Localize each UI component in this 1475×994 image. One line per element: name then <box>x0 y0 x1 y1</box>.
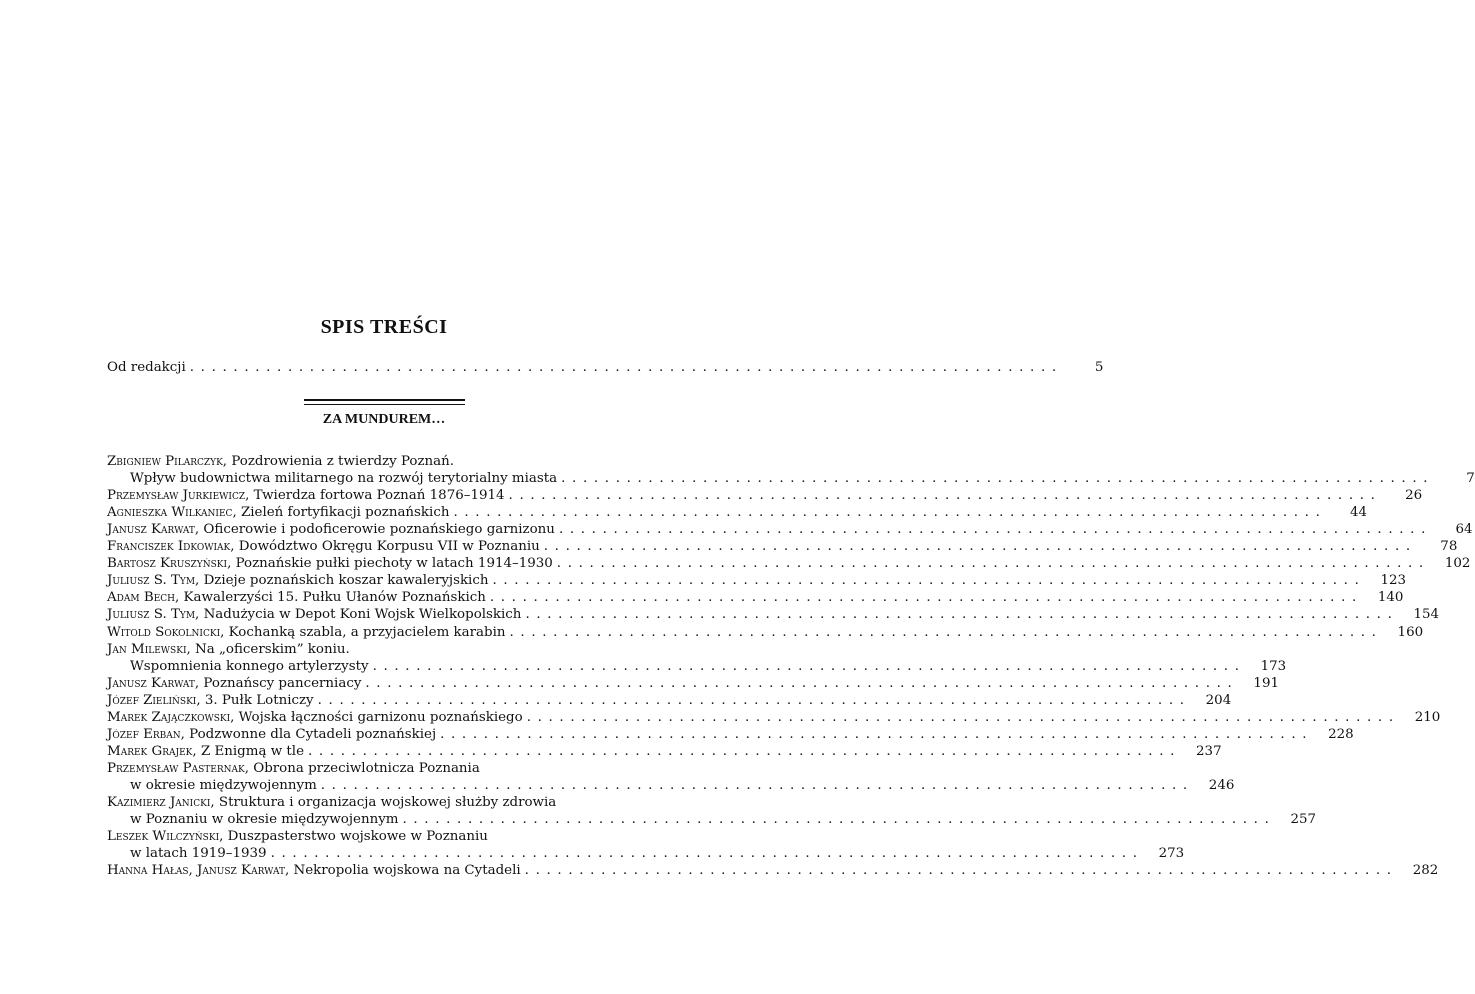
toc-entry <box>107 589 1404 606</box>
toc-entry <box>107 487 1423 504</box>
toc-author: Agnieszka Wilkaniec <box>107 505 233 521</box>
toc-entry <box>107 760 656 777</box>
dot-leader: . . . . . . . . . . . . . . . . . . . . . . . . . . . . . . . . . . . . . . . . . . . . . . . . . . . . . . . . . . . . . . . . . . . . . . . . . . . . . . . . <box>561 471 1429 487</box>
toc-entry-heading <box>107 828 488 845</box>
toc-entry-continuation <box>130 811 1317 828</box>
section-heading: ZA MUNDUREM… <box>322 412 446 427</box>
dot-leader: . . . . . . . . . . . . . . . . . . . . . . . . . . . . . . . . . . . . . . . . . . . . . . . . . . . . . . . . . . . . . . . . . . . . . . . . . . . . . . . . <box>270 846 1139 862</box>
toc-title: Oficerowie i podoficerowie poznańskiego garnizonu <box>203 522 555 538</box>
toc-author: Juliusz S. Tym <box>107 607 196 623</box>
toc-title-continued: Wspomnienia konnego artylerzysty <box>130 658 369 674</box>
toc-title: Nadużycia w Depot Koni Wojsk Wielkopolskich <box>203 607 522 623</box>
toc-title: Na „oficerskim” koniu. <box>195 641 350 657</box>
toc-author: Hanna Hałas, Janusz Karwat <box>107 863 285 879</box>
dot-leader: . . . . . . . . . . . . . . . . . . . . . . . . . . . . . . . . . . . . . . . . . . . . . . . . . . . . . . . . . . . . . . . . . . . . . . . . . . . . . . . . <box>543 539 1412 555</box>
toc-separator: , <box>227 556 236 572</box>
toc-author: Józef Erban <box>107 726 181 742</box>
toc-entry <box>107 709 1441 726</box>
toc-entry <box>107 743 1222 760</box>
toc-separator: , <box>194 675 204 691</box>
toc-title: Kochanką szabla, a przyjacielem karabin <box>228 624 506 640</box>
dot-leader: . . . . . . . . . . . . . . . . . . . . . . . . . . . . . . . . . . . . . . . . . . . . . . . . . . . . . . . . . . . . . . . . . . . . . . . . . . . . . . . . <box>453 505 1322 521</box>
toc-title-continued: w okresie międzywojennym <box>130 777 317 793</box>
toc-entry-heading <box>107 504 449 521</box>
toc-page-number: 44 <box>1350 505 1368 521</box>
toc-author: Witold Sokolnicki <box>107 624 221 640</box>
dot-leader: . . . . . . . . . . . . . . . . . . . . . . . . . . . . . . . . . . . . . . . . . . . . . . . . . . . . . . . . . . . . . . . . . . . . . . . . . . . . . . . . <box>489 590 1358 606</box>
toc-entry-heading <box>107 709 523 726</box>
toc-entry-heading <box>107 675 361 692</box>
dot-leader: . . . . . . . . . . . . . . . . . . . . . . . . . . . . . . . . . . . . . . . . . . . . . . . . . . . . . . . . . . . . . . . . . . . . . . . . . . . . . . . . <box>189 360 1058 375</box>
dot-leader: . . . . . . . . . . . . . . . . . . . . . . . . . . . . . . . . . . . . . . . . . . . . . . . . . . . . . . . . . . . . . . . . . . . . . . . . . . . . . . . . <box>320 777 1189 793</box>
toc-separator: , <box>180 726 190 742</box>
toc-entry-heading <box>107 487 505 504</box>
page-title: SPIS TREŚCI <box>320 316 448 338</box>
toc-separator: , <box>196 692 205 708</box>
toc-entry-continuation <box>130 777 1235 794</box>
dot-leader: . . . . . . . . . . . . . . . . . . . . . . . . . . . . . . . . . . . . . . . . . . . . . . . . . . . . . . . . . . . . . . . . . . . . . . . . . . . . . . . . <box>308 743 1176 759</box>
toc-author: Juliusz S. Tym <box>107 573 196 589</box>
toc-title: 3. Pułk Lotniczy <box>204 692 314 708</box>
dot-leader: . . . . . . . . . . . . . . . . . . . . . . . . . . . . . . . . . . . . . . . . . . . . . . . . . . . . . . . . . . . . . . . . . . . . . . . . . . . . . . . . <box>492 573 1361 589</box>
toc-entry-heading <box>107 624 506 641</box>
toc-page-number: 102 <box>1444 556 1471 572</box>
toc-entry-heading <box>107 453 454 470</box>
toc-title: Nekropolia wojskowa na Cytadeli <box>293 863 521 879</box>
toc-entry <box>107 828 656 845</box>
toc-title: Kawalerzyści 15. Pułku Ułanów Poznańskich <box>183 590 486 606</box>
dot-leader: . . . . . . . . . . . . . . . . . . . . . . . . . . . . . . . . . . . . . . . . . . . . . . . . . . . . . . . . . . . . . . . . . . . . . . . . . . . . . . . . <box>402 812 1271 828</box>
toc-separator: , <box>194 522 204 538</box>
toc-entry-heading <box>107 521 555 538</box>
toc-separator: , <box>232 505 241 521</box>
toc-author: Adam Bech <box>107 590 176 606</box>
section-rule-thin <box>304 404 465 405</box>
toc-title: Twierdza fortowa Poznań 1876–1914 <box>253 488 505 504</box>
toc-entry <box>107 675 1279 692</box>
toc-author: Franciszek Idkowiak <box>107 539 231 555</box>
toc-intro-text: Od redakcji <box>107 360 186 375</box>
dot-leader: . . . . . . . . . . . . . . . . . . . . . . . . . . . . . . . . . . . . . . . . . . . . . . . . . . . . . . . . . . . . . . . . . . . . . . . . . . . . . . . . <box>524 863 1393 879</box>
toc-page-number: 210 <box>1414 709 1441 725</box>
toc-separator: , <box>222 454 232 469</box>
dot-leader: . . . . . . . . . . . . . . . . . . . . . . . . . . . . . . . . . . . . . . . . . . . . . . . . . . . . . . . . . . . . . . . . . . . . . . . . . . . . . . . . <box>525 607 1394 623</box>
toc-entry-heading <box>107 760 480 777</box>
toc-entry <box>107 726 1354 743</box>
toc-author: Zbigniew Pilarczyk <box>107 454 223 469</box>
toc-title: Poznańscy pancerniacy <box>203 675 362 691</box>
dot-leader: . . . . . . . . . . . . . . . . . . . . . . . . . . . . . . . . . . . . . . . . . . . . . . . . . . . . . . . . . . . . . . . . . . . . . . . . . . . . . . . . <box>558 522 1427 538</box>
toc-title: Zieleń fortyfikacji poznańskich <box>240 505 450 521</box>
toc-title-continued: w latach 1919–1939 <box>130 846 267 862</box>
toc-entry <box>107 521 1473 538</box>
dot-leader: . . . . . . . . . . . . . . . . . . . . . . . . . . . . . . . . . . . . . . . . . . . . . . . . . . . . . . . . . . . . . . . . . . . . . . . . . . . . . . . . <box>509 624 1378 640</box>
toc-page-number: 204 <box>1205 692 1232 708</box>
toc-entry-continuation <box>130 470 1475 487</box>
toc-page-number: 154 <box>1413 607 1440 623</box>
toc-author: Bartosz Kruszyński <box>107 556 228 572</box>
toc-entry <box>107 692 1232 709</box>
toc-page-number: 228 <box>1328 726 1354 742</box>
toc-page-number: 64 <box>1455 522 1473 538</box>
toc-separator: , <box>219 829 228 845</box>
dot-leader: . . . . . . . . . . . . . . . . . . . . . . . . . . . . . . . . . . . . . . . . . . . . . . . . . . . . . . . . . . . . . . . . . . . . . . . . . . . . . . . . <box>440 726 1308 742</box>
toc-page-number: 237 <box>1196 743 1222 759</box>
toc-separator: , <box>230 539 239 555</box>
toc-separator: , <box>186 641 196 657</box>
toc-author: Przemysław Pasternak <box>107 760 245 776</box>
toc-separator: , <box>220 624 229 640</box>
toc-author: Józef Zieliński <box>107 692 197 708</box>
section-rule-thick <box>304 399 465 401</box>
dot-leader: . . . . . . . . . . . . . . . . . . . . . . . . . . . . . . . . . . . . . . . . . . . . . . . . . . . . . . . . . . . . . . . . . . . . . . . . . . . . . . . . <box>317 692 1186 708</box>
toc-page-number: 282 <box>1412 863 1439 879</box>
dot-leader: . . . . . . . . . . . . . . . . . . . . . . . . . . . . . . . . . . . . . . . . . . . . . . . . . . . . . . . . . . . . . . . . . . . . . . . . . . . . . . . . <box>526 709 1395 725</box>
toc-entry-heading <box>107 572 488 589</box>
toc-page-number: 273 <box>1158 846 1185 862</box>
toc-page-number: 191 <box>1253 675 1279 691</box>
toc-intro-page: 5 <box>1094 360 1104 375</box>
toc-separator: , <box>245 488 254 504</box>
toc-author: Kazimierz Janicki <box>107 795 211 810</box>
toc-page-number: 257 <box>1290 812 1317 828</box>
toc-author: Przemysław Jurkiewicz <box>107 488 246 504</box>
toc-separator: , <box>195 573 204 589</box>
dot-leader: . . . . . . . . . . . . . . . . . . . . . . . . . . . . . . . . . . . . . . . . . . . . . . . . . . . . . . . . . . . . . . . . . . . . . . . . . . . . . . . . <box>365 675 1233 691</box>
toc-page-number: 123 <box>1380 573 1407 589</box>
toc-entry-heading <box>107 538 540 555</box>
toc-intro-row <box>107 359 1104 376</box>
toc-entry-heading <box>107 589 486 606</box>
dot-leader: . . . . . . . . . . . . . . . . . . . . . . . . . . . . . . . . . . . . . . . . . . . . . . . . . . . . . . . . . . . . . . . . . . . . . . . . . . . . . . . . <box>372 658 1241 674</box>
toc-entry-heading <box>107 862 521 879</box>
toc-separator: , <box>284 863 294 879</box>
toc-title: Struktura i organizacja wojskowej służby zdrowia <box>218 795 557 810</box>
toc-entry-heading <box>107 641 350 658</box>
toc-entry-heading <box>107 726 436 743</box>
toc-entry-heading <box>107 692 314 709</box>
toc-title: Podzwonne dla Cytadeli poznańskiej <box>189 726 437 742</box>
toc-title: Obrona przeciwlotnicza Poznania <box>253 760 480 776</box>
toc-author: Jan Milewski <box>107 641 187 657</box>
toc-page-number: 246 <box>1208 777 1235 793</box>
toc-page-number: 173 <box>1260 658 1287 674</box>
toc-title: Pozdrowienia z twierdzy Poznań. <box>231 454 455 469</box>
toc-entry-continuation <box>130 658 1287 675</box>
toc-entry-heading <box>107 555 553 572</box>
toc-entry <box>107 794 656 811</box>
toc-entry <box>107 453 656 470</box>
toc-separator: , <box>195 607 204 623</box>
toc-title-continued: Wpływ budownictwa militarnego na rozwój terytorialny miasta <box>130 471 558 487</box>
toc-author: Marek Grajek <box>107 743 193 759</box>
toc-entry-heading <box>107 794 556 811</box>
toc-entry <box>107 624 1424 641</box>
toc-page-number: 26 <box>1405 488 1423 504</box>
toc-separator: , <box>244 760 254 776</box>
toc-author: Janusz Karwat <box>107 675 195 691</box>
toc-title: Duszpasterstwo wojskowe w Poznaniu <box>227 829 488 845</box>
toc-entry-heading <box>107 743 304 760</box>
toc-title: Dowództwo Okręgu Korpusu VII w Poznaniu <box>238 539 540 555</box>
toc-author: Marek Zajączkowski <box>107 709 231 725</box>
toc-entry <box>107 504 1368 521</box>
toc-title: Poznańskie pułki piechoty w latach 1914–1930 <box>235 556 553 572</box>
toc-author: Leszek Wilczyński <box>107 829 220 845</box>
toc-title-continued: w Poznaniu w okresie międzywojennym <box>130 812 399 828</box>
toc-separator: , <box>192 743 201 759</box>
toc-title: Z Enigmą w tle <box>200 743 304 759</box>
toc-separator: , <box>175 590 184 606</box>
toc-title: Wojska łączności garnizonu poznańskiego <box>238 709 523 725</box>
toc-separator: , <box>210 795 219 810</box>
toc-page-number: 140 <box>1377 590 1404 606</box>
toc-page-number: 78 <box>1440 539 1458 555</box>
toc-entry <box>107 538 1458 555</box>
toc-page-number: 160 <box>1397 624 1424 640</box>
toc-entry <box>107 641 656 658</box>
toc-title: Dzieje poznańskich koszar kawaleryjskich <box>203 573 489 589</box>
toc-separator: , <box>230 709 239 725</box>
toc-entry <box>107 606 1440 623</box>
toc-entry-heading <box>107 606 521 623</box>
dot-leader: . . . . . . . . . . . . . . . . . . . . . . . . . . . . . . . . . . . . . . . . . . . . . . . . . . . . . . . . . . . . . . . . . . . . . . . . . . . . . . . . <box>508 488 1377 504</box>
toc-entry <box>107 862 1439 879</box>
toc-entry-continuation <box>130 845 1185 862</box>
dot-leader: . . . . . . . . . . . . . . . . . . . . . . . . . . . . . . . . . . . . . . . . . . . . . . . . . . . . . . . . . . . . . . . . . . . . . . . . . . . . . . . . <box>556 556 1425 572</box>
toc-author: Janusz Karwat <box>107 522 195 538</box>
toc-entry <box>107 572 1407 589</box>
toc-page-number: 7 <box>1466 471 1475 487</box>
toc-entry <box>107 555 1471 572</box>
